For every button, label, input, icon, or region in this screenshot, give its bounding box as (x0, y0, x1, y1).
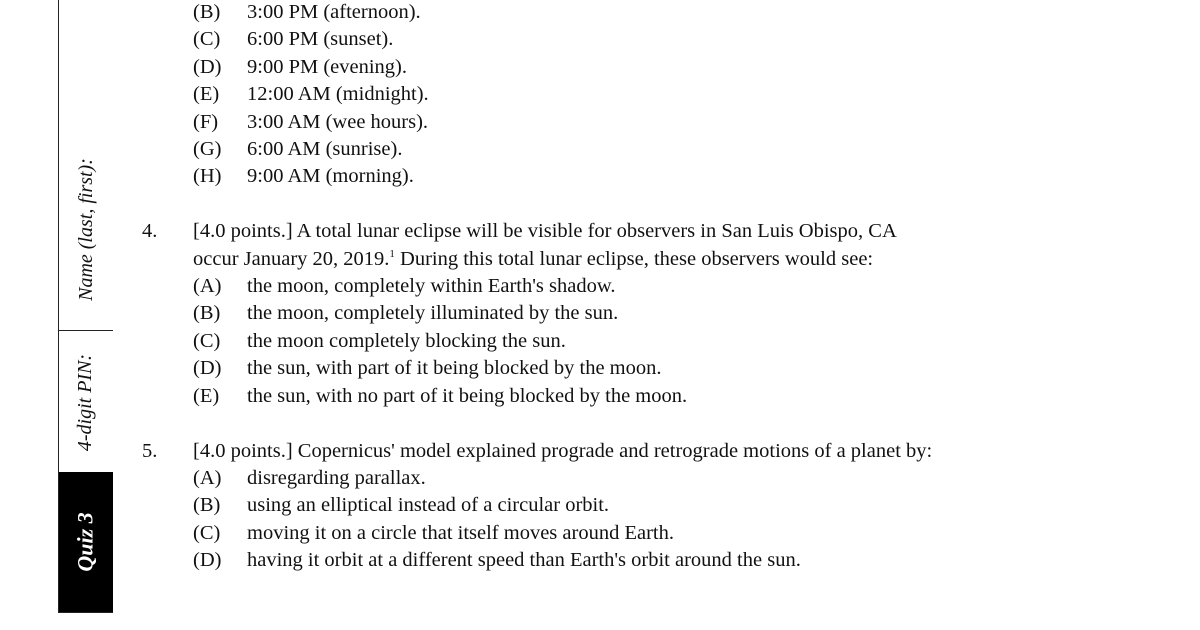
option-text: the moon completely blocking the sun. (247, 329, 566, 352)
answer-option (193, 275, 616, 298)
q4-text-part: occur January 20, 2019. (193, 248, 390, 270)
quiz-title-box (59, 472, 113, 612)
option-letter: (C) (193, 329, 221, 352)
option-letter: (A) (193, 467, 222, 489)
answer-option (193, 357, 662, 380)
pin-label: 4-digit PIN: (74, 353, 97, 451)
name-label: Name (last, first): (74, 158, 97, 301)
name-field[interactable] (59, 130, 113, 329)
option-text: 9:00 AM (morning). (247, 165, 414, 188)
option-letter: (C) (193, 521, 221, 544)
option-letter: (E) (193, 384, 220, 407)
option-text: 9:00 PM (evening). (247, 55, 407, 78)
answer-option (193, 165, 414, 188)
option-letter: (H) (193, 165, 222, 188)
answer-option (193, 110, 429, 134)
option-letter: (B) (193, 1, 221, 23)
answer-option (193, 55, 407, 79)
answer-option (193, 329, 566, 353)
quiz-title: Quiz 3 (73, 512, 99, 572)
option-letter: (D) (193, 55, 222, 78)
option-text: the moon, completely within Earth's shadow. (247, 275, 616, 297)
option-letter: (C) (193, 28, 221, 51)
option-letter: (B) (193, 302, 221, 325)
quiz-sidebar (58, 0, 113, 613)
option-letter: (E) (193, 83, 220, 106)
option-letter: (G) (193, 138, 222, 160)
option-text: using an elliptical instead of a circular orbit. (247, 494, 610, 517)
option-letter: (B) (193, 494, 221, 517)
question-5-text: [4.0 points.] Copernicus' model explained prograde and retrograde motions of a planet by: (193, 440, 933, 462)
option-text: 3:00 PM (afternoon). (247, 1, 421, 23)
answer-option (193, 494, 610, 517)
answer-option (193, 1, 421, 24)
option-letter: (A) (193, 275, 222, 297)
option-text: disregarding parallax. (247, 467, 426, 489)
question-4-text: [4.0 points.] A total lunar eclipse will be visible for observers in San Luis Obispo, CA (193, 220, 897, 242)
option-text: 12:00 AM (midnight). (247, 83, 429, 106)
option-text: 6:00 AM (sunrise). (247, 138, 403, 160)
option-text: the moon, completely illuminated by the sun. (247, 302, 619, 325)
footnote-mark: 1 (389, 248, 395, 261)
answer-option (193, 521, 674, 545)
option-letter: (D) (193, 357, 222, 380)
question-4-text-2 (193, 248, 873, 271)
option-text: having it orbit at a different speed than Earth's orbit around the sun. (247, 549, 801, 572)
option-text: the sun, with no part of it being blocked by the moon. (247, 384, 688, 407)
option-letter: (D) (193, 549, 222, 572)
option-text: moving it on a circle that itself moves around Earth. (247, 521, 674, 544)
option-letter: (F) (193, 110, 219, 133)
answer-option (193, 83, 429, 106)
option-text: 6:00 PM (sunset). (247, 28, 394, 51)
q4-text-part: During this total lunar eclipse, these observers would see: (394, 248, 874, 270)
option-text: 3:00 AM (wee hours). (247, 110, 429, 133)
answer-option (193, 138, 403, 161)
answer-option (193, 302, 619, 325)
question-5-number: 5. (142, 440, 158, 462)
option-text: the sun, with part of it being blocked by the moon. (247, 357, 662, 380)
pin-field[interactable] (59, 330, 113, 473)
answer-option (193, 467, 426, 490)
answer-option (193, 384, 688, 408)
answer-option (193, 549, 801, 572)
question-4-number: 4. (142, 220, 158, 242)
answer-option (193, 28, 394, 51)
